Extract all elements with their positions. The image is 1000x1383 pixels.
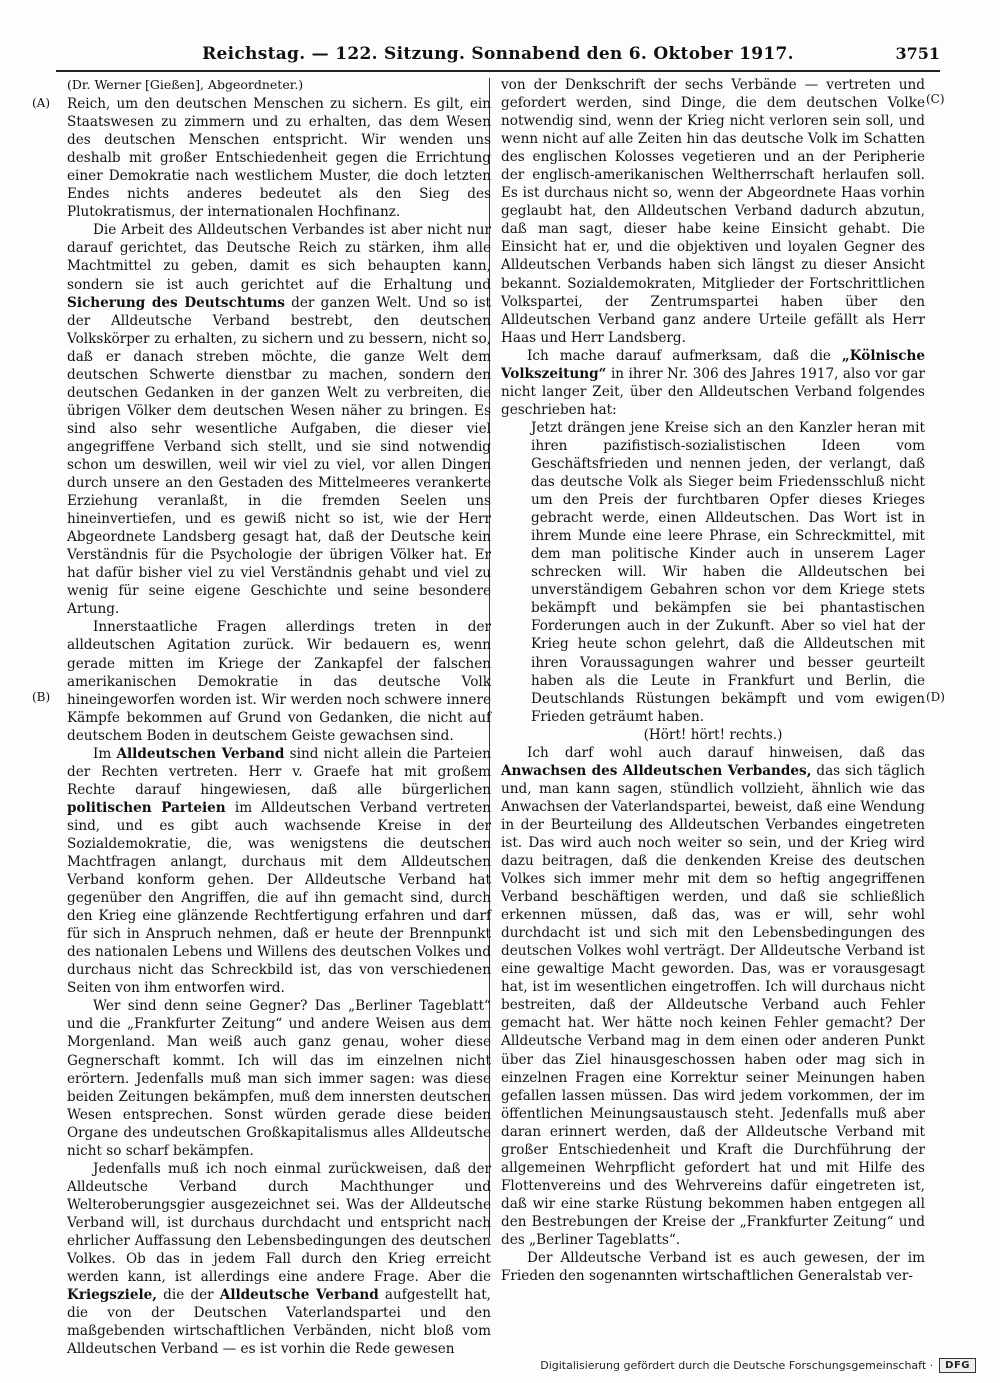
- margin-marker-c: (C): [926, 92, 945, 106]
- speaker-attribution: (Dr. Werner [Gießen], Abgeordneter.): [67, 77, 304, 92]
- left-column: [67, 76, 491, 1358]
- credit-text: Digitalisierung gefördert durch die Deutsche Forschungsgemeinschaft ·: [540, 1358, 934, 1372]
- paragraph: Wer sind denn seine Gegner? Das „Berliner Tageblatt“ und die „Frankfurter Zeitung“ und andere Weisen aus dem Morgenland. Man weiß auch ganz genau, woher diese Gegnerschaft kommt. Ich will das im einzelnen nicht erörtern. Jedenfalls muß man sich immer sagen: was diese beiden Zeitungen bekämpfen, muß dem innersten deutschen Wesen entsprechen. Sonst würden gerade diese beiden Organe des undeutschen Großkapitalismus alles Alldeutsche nicht so scharf bekämpfen.: [67, 998, 491, 1159]
- paragraph: Der Alldeutsche Verband ist es auch gewesen, der im Frieden den sogenannten wirtschaftlichen Generalstab ver-: [501, 1250, 925, 1285]
- paragraph: Im Alldeutschen Verband sind nicht allein die Parteien der Rechten vertreten. Herr v. Graefe hat mit großem Rechte darauf hingewiesen, daß alle bürgerlichen politischen Parteien im Alldeutschen Verband vertreten sind, und es gibt auch wachsende Kreise in der Sozialdemokratie, die, was wenigstens die deutschen Machtfragen anlangt, durchaus mit dem Alldeutschen Verband konform gehen. Der Alldeutsche Verband hat gegenüber den Angriffen, die auf ihn gemacht sind, durch den Krieg eine glänzende Rechtfertigung erfahren und darf für sich in Anspruch nehmen, daß er heute der Brennpunkt des nationalen Lebens und Willens des deutschen Volkes und durchaus nicht das Schreckbild ist, das von verschiedenen Seiten von ihm entworfen wird.: [67, 745, 491, 997]
- paragraph: von der Denkschrift der sechs Verbände — vertreten und gefordert werden, sind Dinge, die dem deutschen Volke notwendig sind, wenn der Krieg nicht verloren sein soll, und wenn nicht auf alle Zeiten hin das deutsche Volk im Schatten des englischen Kolosses vegetieren und an der Peripherie der englisch-amerikanischen Weltherrschaft herlaufen soll. Es ist durchaus nicht so, wenn der Abgeordnete Haas vorhin geglaubt hat, den Alldeutschen Verband dadurch abzutun, daß man sagt, dieser habe keine Einsicht gehabt. Die Einsicht hat er, und die objektiven und loyalen Gegner des Alldeutschen Verbands haben sich längst zu dieser Ansicht bekannt. Sozialdemokraten, Mitglieder der Fortschrittlichen Volkspartei, der Zentrumspartei haben über den Alldeutschen Verband ganz andere Urteile gefällt als Herr Haas und Herr Landsberg.: [501, 77, 925, 346]
- running-title: Reichstag. — 122. Sitzung. Sonnabend den 6. Oktober 1917.: [202, 44, 794, 64]
- paragraph: Die Arbeit des Alldeutschen Verbandes ist aber nicht nur darauf gerichtet, das Deutsche Reich zu stärken, ihm alle Machtmittel zu geben, damit es sich behaupten kann, sondern sie ist auch gerichtet auf die Erhaltung und Sicherung des Deutschtums der ganzen Welt. Und so ist der Alldeutsche Verband bestrebt, den deutschen Volkskörper zu erhalten, zu sichern und zu bessern, nicht so, daß er danach streben möchte, die ganze Welt dem deutschen Schwerte dienstbar zu machen, sondern den deutschen Gedanken in der ganzen Welt zu verbreiten, die übrigen Völker dem deutschen Wesen näher zu bringen. Es sind also sehr wesentliche Aufgaben, die dieser viel angegriffene Verband sich stellt, und sie sind notwendig schon um deswillen, weil wir viel zu viel, vor allen Dingen durch unsere an den Gestaden des Mittelmeeres verankerte Erziehung veranlaßt, in die fremden Seelen uns hineinvertiefen, und es gewiß nicht so ist, wie der Herr Abgeordnete Landsberg gesagt hat, daß der Deutsche kein Verständnis für die Psychologie der übrigen Völker hat. Er hat dafür bisher viel zu viel Verständnis gehabt und viel zu wenig für seine eigene Geschichte und seine besondere Artung.: [67, 222, 492, 618]
- dfg-logo: DFG: [939, 1358, 976, 1373]
- emphasis: politischen Parteien: [67, 799, 226, 816]
- margin-marker-b: (B): [32, 690, 51, 704]
- margin-marker-d: (D): [926, 690, 945, 704]
- emphasis: Sicherung des Deutschtums: [67, 294, 285, 311]
- emphasis: „Kölnische Volkszeitung“: [501, 347, 925, 382]
- paragraph: Jedenfalls muß ich noch einmal zurückweisen, daß der Alldeutsche Verband durch Machthunger und Welteroberungsgier ausgezeichnet sei. Was der Alldeutsche Verband will, ist durchaus durchdacht und entspricht nach ehrlicher Auffassung den Lebensbedingungen des deutschen Volkes. Ob das in jedem Fall durch den Krieg erreicht werden kann, ist allerdings eine andere Frage. Aber die Kriegsziele, die der Alldeutsche Verband aufgestellt hat, die von der Deutschen Vaterlandspartei und den maßgebenden wirtschaftlichen Verbänden, nicht bloß vom Alldeutschen Verband — es ist vorhin die Rede gewesen: [67, 1160, 491, 1358]
- digitization-credit: [540, 1356, 976, 1374]
- right-column: [501, 76, 925, 1285]
- paragraph: Reich, um den deutschen Menschen zu sichern. Es gilt, ein Staatswesen zu zimmern und zu erhalten, das dem Wesen des deutschen Menschen entspricht. Wir wenden uns deshalb mit großer Entschiedenheit gegen die Errichtung einer Demokratie nach westlichem Muster, die doch letzten Endes nichts anderes bedeutet als den Sieg des Plutokratismus, der internationalen Hochfinanz.: [67, 96, 491, 221]
- interjection: (Hört! hört! rechts.): [643, 726, 783, 743]
- paragraph: Ich darf wohl auch darauf hinweisen, daß das Anwachsen des Alldeutschen Verbandes, das sich täglich und, man kann sagen, stündlich vollzieht, ähnlich wie das Anwachsen der Vaterlandspartei, beweist, daß eine Wendung in der Beurteilung des Alldeutschen Verbandes eingetreten ist. Das wird auch noch weiter so sein, und der Krieg wird dazu beitragen, daß die denkenden Kreise des deutschen Volkes sich immer mehr mit dem so heftig angegriffenen Verband beschäftigen werden, und daß sie schließlich erkennen müssen, daß das, was er will, sehr wohl durchdacht ist und sich mit den Lebensbedingungen des deutschen Volkes wohl verträgt. Der Alldeutsche Verband ist eine gewaltige Macht geworden. Das, was er vorausgesagt hat, ist im wesentlichen eingetroffen. Ich will durchaus nicht bestreiten, daß der Alldeutsche Verband auch Fehler gemacht hat. Wer hätte noch keinen Fehler gemacht? Der Alldeutsche Verband mag in dem einen oder anderen Punkt über das Ziel hinausgeschossen haben oder mag sich in einzelnen Fragen eine Korrektur seiner Meinungen haben gefallen lassen müssen. Das wird jedem vorkommen, der im öffentlichen Meinungsaustausch steht. Jedenfalls muß aber daran erinnert werden, daß der Alldeutsche Verband mit großer Entschiedenheit und Kraft die Durchführung der allgemeinen Wehrpflicht gefordert hat und mit Hilfe des Flottenvereins und des Wehrvereins dafür eingetreten ist, daß wir eine starke Rüstung bekommen haben entgegen all den Bestrebungen der Kreise der „Frankfurter Zeitung“ und des „Berliner Tageblatts“.: [501, 744, 925, 1248]
- block-quote: Jetzt drängen jene Kreise sich an den Kanzler heran mit ihren pazifistisch-sozialistischen Ideen vom Geschäftsfrieden und nennen jeden, der verlangt, daß das deutsche Volk als Sieger beim Friedensschluß nicht um den Preis der furchtbaren Opfer dieses Krieges gebracht werde, einen Alldeutschen. Das Wort ist in ihrem Munde eine leere Phrase, ein Schreckmittel, mit dem man politische Kinder auch in unserem Lager schrecken will. Wir haben die Alldeutschen bei unverständigem Gebahren schon vor dem Kriege stets bekämpft und bekämpfen sie bei phantastischen Forderungen auch in der Zukunft. Aber so viel hat der Krieg heute schon gelehrt, daß die Alldeutschen mit ihren Voraussagungen wahrer und besser geurteilt haben als die Leute in Frankfurt und Berlin, die Deutschlands Rüstungen bekämpft und vom ewigen Frieden geträumt haben.: [531, 419, 925, 725]
- emphasis: Kriegsziele,: [67, 1287, 158, 1304]
- paragraph: Innerstaatliche Fragen allerdings treten in der alldeutschen Agitation zurück. Wir bedauern es, wenn gerade mitten im Kriege der Zankapfel der falschen amerikanischen Demokratie in das deutsche Volk hineingeworfen worden ist. Wir werden noch schwere innere Kämpfe bekommen auf Grund von Gedanken, die nicht auf deutschem Boden in deutschem Geiste gewachsen sind.: [67, 619, 491, 744]
- page-header: [56, 42, 940, 72]
- paragraph: Ich mache darauf aufmerksam, daß die „Kölnische Volkszeitung“ in ihrer Nr. 306 des Jahres 1917, also vor gar nicht langer Zeit, über den Alldeutschen Verband folgendes geschrieben hat:: [501, 347, 925, 418]
- emphasis: Alldeutschen Verband: [116, 745, 285, 762]
- emphasis: Alldeutsche Verband: [219, 1287, 379, 1304]
- emphasis: Anwachsen des Alldeutschen Verbandes,: [501, 762, 812, 779]
- page-number: 3751: [895, 44, 940, 63]
- margin-marker-a: (A): [32, 96, 51, 110]
